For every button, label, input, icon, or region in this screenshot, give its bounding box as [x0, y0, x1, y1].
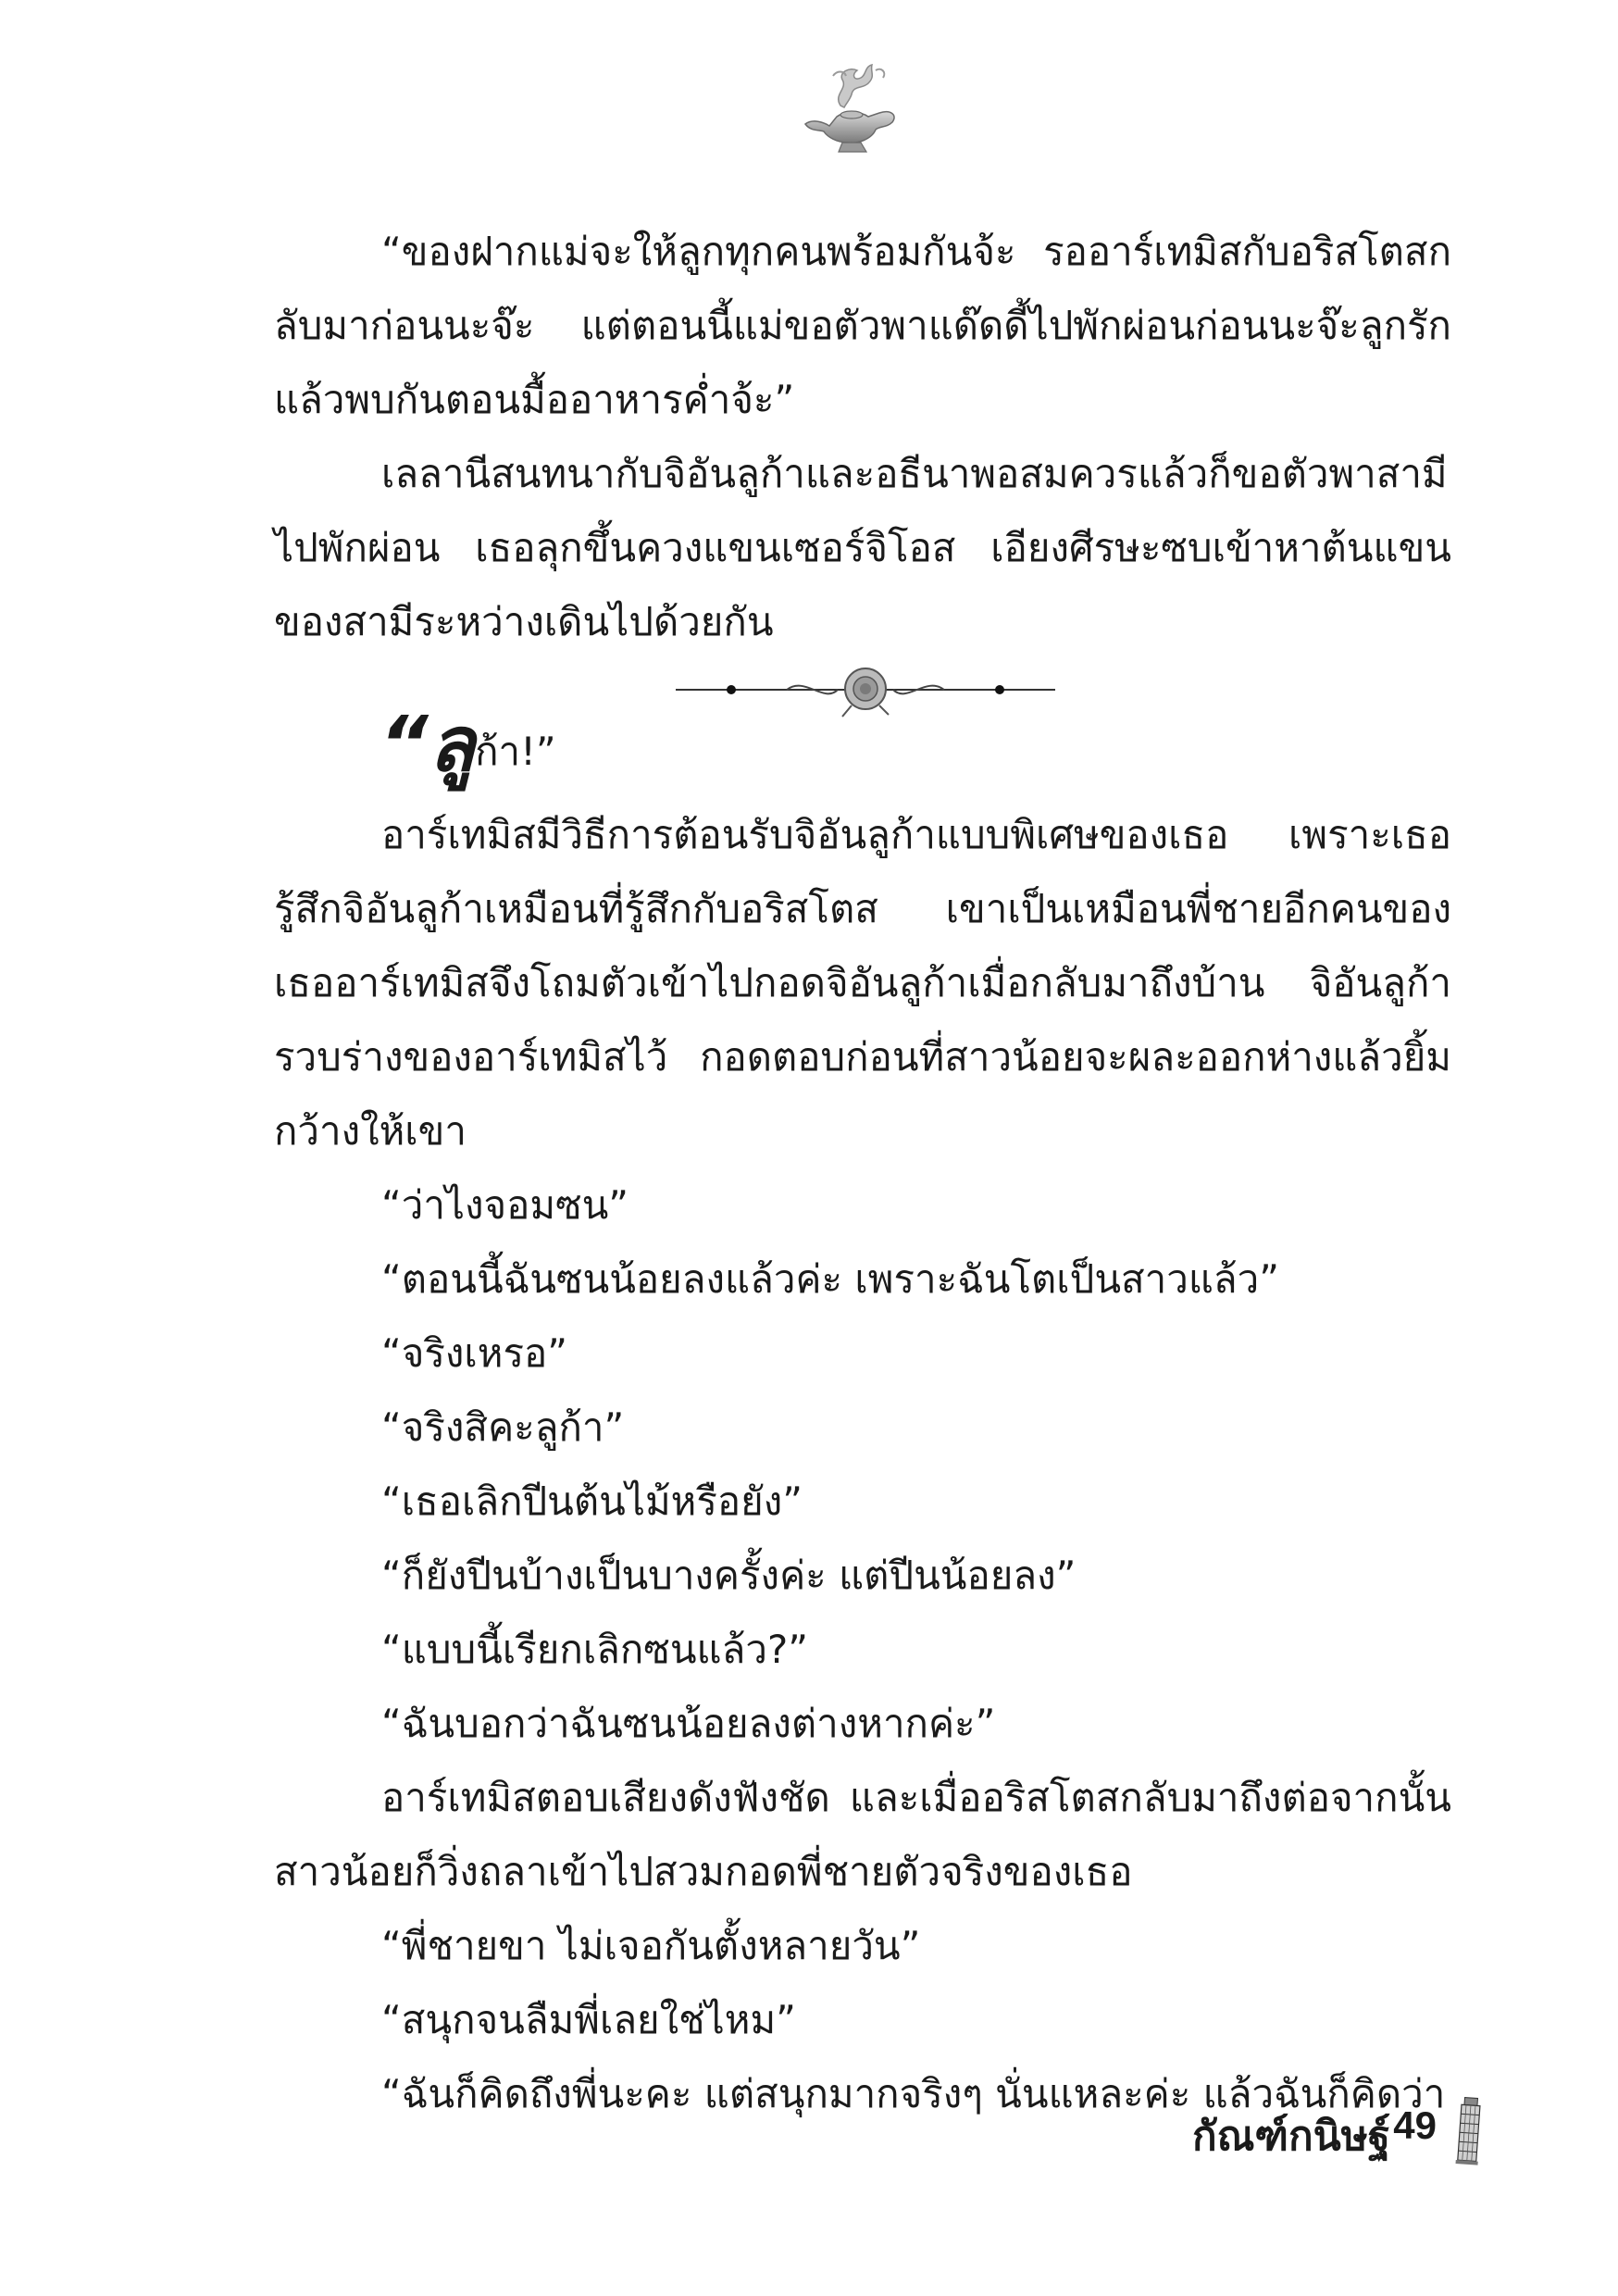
dialogue-line: “แบบนี้เรียกเลิกซนแล้ว?”	[381, 1627, 808, 1672]
dialogue-line: “เธอเลิกปีนต้นไม้หรือยัง”	[381, 1479, 803, 1524]
dialogue-line: “ตอนนี้ฉันซนน้อยลงแล้วค่ะ เพราะฉันโตเป็นสาวแล้ว”	[381, 1256, 1279, 1302]
dialogue-line: “พี่ชายขา ไม่เจอกันตั้งหลายวัน”	[381, 1923, 921, 1968]
dropcap-rest: ก้า!”	[475, 729, 556, 774]
page-footer	[1064, 2094, 1490, 2168]
leaning-tower-icon	[1450, 2094, 1490, 2166]
dialogue-line: “ฉันก็คิดถึงพี่นะคะ แต่สนุกมากจริงๆ นั่นแหละค่ะ แล้วฉันก็คิดว่า	[381, 2071, 1446, 2116]
dialogue-line: “ก็ยังปีนบ้างเป็นบางครั้งค่ะ แต่ปีนน้อยลง”	[381, 1553, 1077, 1598]
dialogue-line: “จริงสิคะลูก้า”	[381, 1404, 625, 1450]
genie-lamp-icon	[796, 57, 907, 159]
dialogue-line: “จริงเหรอ”	[381, 1330, 568, 1376]
dropcap: “ลู	[380, 701, 476, 789]
book-title: กัณฑ์กนิษฐ์	[1192, 2113, 1390, 2160]
rose-divider-icon	[666, 657, 1064, 722]
dropcap-line	[380, 701, 556, 789]
dialogue-line: “สนุกจนลืมพี่เลยใช่ไหม”	[381, 1997, 796, 2042]
page-number: 49	[1393, 2103, 1437, 2147]
dialogue-line: “ว่าไงจอมซน”	[381, 1182, 629, 1228]
dialogue-line: “ฉันบอกว่าฉันซนน้อยลงต่างหากค่ะ”	[381, 1701, 996, 1746]
section-1	[274, 215, 1451, 659]
section-2	[274, 798, 1451, 2131]
paragraph: อาร์เทมิสมีวิธีการต้อนรับจิอันลูก้าแบบพิเศษของเธอ เพราะเธอรู้สึกจิอันลูก้าเหมือนที่รู้สึกกับอริสโตส เขาเป็นเหมือนพี่ชายอีกคนของเธออาร์เทมิสจึงโถมตัวเข้าไปกอดจิอันลูก้าเมื่อกลับมาถึงบ้าน จิอันลูก้ารวบร่างของอาร์เทมิสไว้ กอดตอบก่อนที่สาวน้อยจะผละออกห่างแล้วยิ้มกว้างให้เขา	[274, 812, 1451, 1154]
paragraph: อาร์เทมิสตอบเสียงดังฟังชัด และเมื่ออริสโตสกลับมาถึงต่อจากนั้นสาวน้อยก็วิ่งถลาเข้าไปสวมกอดพี่ชายตัวจริงของเธอ	[274, 1775, 1451, 1894]
paragraph: “ของฝากแม่จะให้ลูกทุกคนพร้อมกันจ้ะ รออาร์เทมิสกับอริสโตสกลับมาก่อนนะจ๊ะ แต่ตอนนี้แม่ขอตัวพาแด๊ดดี้ไปพักผ่อนก่อนนะจ๊ะลูกรักแล้วพบกันตอนมื้ออาหารค่ำจ้ะ”	[274, 229, 1451, 422]
paragraph: เลลานีสนทนากับจิอันลูก้าและอธีนาพอสมควรแล้วก็ขอตัวพาสามีไปพักผ่อน เธอลุกขึ้นควงแขนเซอร์จิโอส เอียงศีรษะซบเข้าหาต้นแขนของสามีระหว่างเดินไปด้วยกัน	[274, 451, 1451, 644]
